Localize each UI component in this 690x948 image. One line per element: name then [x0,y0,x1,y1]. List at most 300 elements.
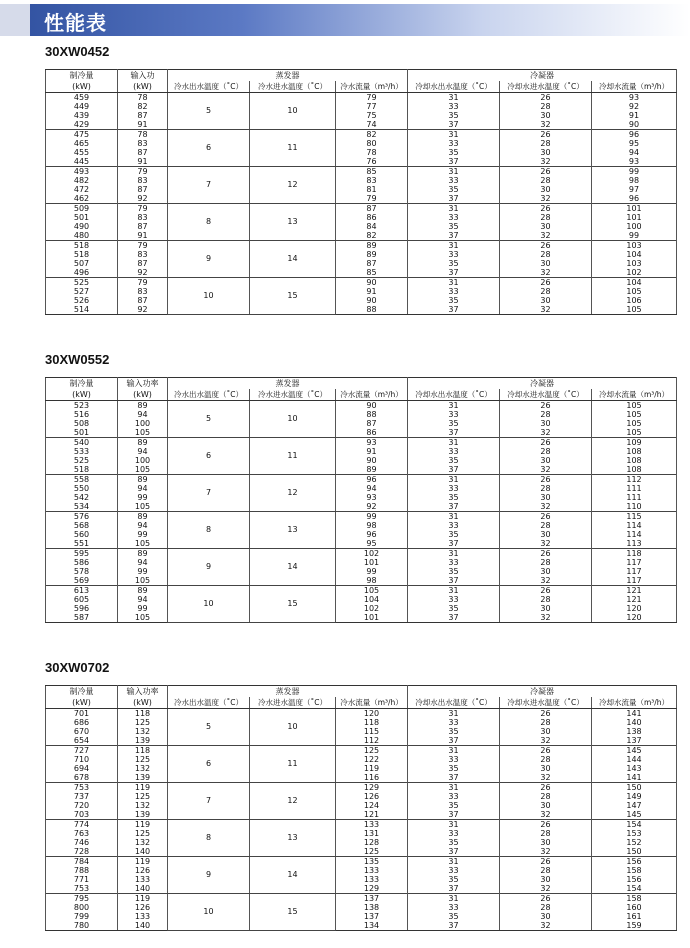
cell-cw-flow: 161 [592,912,677,921]
cell-chw-flow: 87 [336,204,408,214]
cell-power: 105 [118,539,168,549]
cell-cw-flow: 110 [592,502,677,512]
cell-cw-flow: 114 [592,521,677,530]
cell-chw-flow: 98 [336,576,408,586]
cell-cw-out: 35 [408,111,500,120]
table-row [46,549,677,559]
cell-cw-flow: 121 [592,586,677,596]
cell-power: 119 [118,820,168,830]
cell-cw-out: 31 [408,549,500,559]
cell-cw-flow: 153 [592,829,677,838]
cell-power: 94 [118,484,168,493]
cell-capacity: 462 [46,194,118,204]
cell-capacity: 727 [46,746,118,756]
cell-capacity: 560 [46,530,118,539]
header-cw-flow: 冷却水流量（m³/h） [592,81,677,93]
cell-chw-flow: 138 [336,903,408,912]
cell-cw-in: 32 [500,921,592,931]
cell-cw-in: 28 [500,829,592,838]
cell-cw-out: 37 [408,268,500,278]
cell-cw-flow: 138 [592,727,677,736]
cell-cw-flow: 103 [592,241,677,251]
cell-capacity: 753 [46,884,118,894]
cell-chw-flow: 89 [336,465,408,475]
cell-cw-in: 30 [500,838,592,847]
cell-chw-flow: 126 [336,792,408,801]
header-power-unit: (kW) [118,81,168,93]
cell-cw-flow: 143 [592,764,677,773]
cell-chw-flow: 88 [336,305,408,315]
cell-power: 92 [118,268,168,278]
table-row [46,810,677,820]
cell-power: 99 [118,567,168,576]
cell-cw-flow: 117 [592,558,677,567]
cell-cw-in: 30 [500,764,592,773]
cell-chw-out: 9 [168,241,250,278]
table-row [46,250,677,259]
cell-capacity: 509 [46,204,118,214]
table-row [46,709,677,719]
cell-power: 92 [118,194,168,204]
performance-table [45,69,677,315]
table-row [46,502,677,512]
table-row [46,465,677,475]
cell-chw-in: 15 [250,586,336,623]
cell-cw-flow: 92 [592,102,677,111]
cell-chw-flow: 137 [336,894,408,904]
cell-cw-out: 31 [408,586,500,596]
cell-cw-in: 28 [500,755,592,764]
cell-cw-flow: 111 [592,484,677,493]
cell-capacity: 694 [46,764,118,773]
cell-cw-out: 37 [408,773,500,783]
cell-power: 87 [118,222,168,231]
cell-cw-out: 35 [408,727,500,736]
cell-cw-out: 33 [408,484,500,493]
table-row [46,576,677,586]
cell-chw-flow: 89 [336,250,408,259]
cell-power: 94 [118,410,168,419]
cell-capacity: 596 [46,604,118,613]
cell-cw-out: 33 [408,176,500,185]
header-chw-out: 冷水出水温度（˚C） [168,389,250,401]
cell-capacity: 720 [46,801,118,810]
cell-power: 126 [118,866,168,875]
cell-power: 89 [118,549,168,559]
cell-cw-out: 37 [408,847,500,857]
table-row [46,213,677,222]
cell-cw-in: 30 [500,530,592,539]
cell-cw-flow: 104 [592,278,677,288]
cell-capacity: 586 [46,558,118,567]
table-row [46,278,677,288]
cell-capacity: 526 [46,296,118,305]
cell-cw-in: 28 [500,866,592,875]
cell-chw-flow: 133 [336,820,408,830]
table-row [46,268,677,278]
cell-power: 119 [118,783,168,793]
header-chw-in: 冷水进水温度（˚C） [250,389,336,401]
cell-cw-in: 28 [500,558,592,567]
cell-chw-flow: 86 [336,213,408,222]
cell-chw-flow: 104 [336,595,408,604]
cell-cw-out: 37 [408,428,500,438]
cell-cw-flow: 159 [592,921,677,931]
cell-capacity: 558 [46,475,118,485]
cell-cw-out: 37 [408,613,500,623]
cell-cw-in: 32 [500,576,592,586]
cell-power: 139 [118,773,168,783]
cell-cw-flow: 93 [592,93,677,103]
cell-chw-flow: 85 [336,167,408,177]
cell-cw-flow: 118 [592,549,677,559]
cell-cw-in: 28 [500,903,592,912]
cell-cw-in: 30 [500,567,592,576]
cell-cw-flow: 150 [592,847,677,857]
cell-cw-flow: 160 [592,903,677,912]
cell-cw-flow: 97 [592,185,677,194]
cell-chw-out: 8 [168,512,250,549]
cell-chw-out: 7 [168,475,250,512]
table-row [46,419,677,428]
cell-cw-in: 28 [500,287,592,296]
table-row [46,746,677,756]
cell-capacity: 523 [46,401,118,411]
cell-cw-out: 33 [408,139,500,148]
cell-cw-out: 33 [408,213,500,222]
cell-cw-out: 33 [408,521,500,530]
cell-capacity: 516 [46,410,118,419]
table-row [46,401,677,411]
header-evaporator: 蒸发器 [168,378,408,390]
cell-cw-in: 30 [500,801,592,810]
table-row [46,530,677,539]
cell-power: 133 [118,912,168,921]
cell-cw-in: 26 [500,512,592,522]
cell-chw-flow: 92 [336,502,408,512]
cell-cw-out: 35 [408,259,500,268]
cell-power: 94 [118,595,168,604]
cell-chw-flow: 74 [336,120,408,130]
cell-cw-flow: 140 [592,718,677,727]
cell-capacity: 605 [46,595,118,604]
cell-cw-flow: 156 [592,875,677,884]
cell-power: 89 [118,586,168,596]
cell-cw-out: 33 [408,558,500,567]
cell-cw-flow: 120 [592,604,677,613]
table-row [46,838,677,847]
cell-cw-flow: 99 [592,231,677,241]
cell-cw-in: 30 [500,111,592,120]
cell-capacity: 795 [46,894,118,904]
cell-cw-in: 26 [500,586,592,596]
cell-cw-out: 31 [408,401,500,411]
cell-cw-out: 35 [408,148,500,157]
model-title: 30XW0702 [45,660,110,675]
cell-chw-flow: 87 [336,419,408,428]
header-capacity: 制冷量 [46,70,118,82]
cell-cw-in: 26 [500,278,592,288]
cell-chw-flow: 89 [336,241,408,251]
table-row [46,259,677,268]
cell-chw-flow: 96 [336,475,408,485]
cell-chw-out: 7 [168,783,250,820]
header-cw-out: 冷却水出水温度（˚C） [408,81,500,93]
cell-power: 105 [118,428,168,438]
cell-capacity: 445 [46,157,118,167]
cell-chw-in: 12 [250,783,336,820]
cell-cw-in: 30 [500,875,592,884]
cell-chw-flow: 75 [336,111,408,120]
header-capacity-unit: (kW) [46,697,118,709]
cell-cw-out: 37 [408,502,500,512]
cell-cw-in: 28 [500,250,592,259]
cell-chw-flow: 99 [336,567,408,576]
cell-power: 91 [118,231,168,241]
cell-cw-in: 26 [500,204,592,214]
cell-cw-in: 32 [500,268,592,278]
table-row [46,296,677,305]
header-power: 输入功 [118,70,168,82]
header-power-unit: (kW) [118,697,168,709]
cell-cw-flow: 145 [592,746,677,756]
cell-cw-in: 26 [500,894,592,904]
cell-cw-out: 35 [408,185,500,194]
cell-chw-flow: 98 [336,521,408,530]
cell-chw-flow: 125 [336,847,408,857]
table-row [46,204,677,214]
table-row [46,102,677,111]
cell-cw-flow: 101 [592,213,677,222]
performance-table [45,685,677,931]
cell-cw-flow: 103 [592,259,677,268]
cell-cw-in: 26 [500,783,592,793]
cell-cw-flow: 102 [592,268,677,278]
cell-cw-out: 37 [408,736,500,746]
cell-cw-out: 37 [408,810,500,820]
cell-chw-flow: 121 [336,810,408,820]
cell-power: 105 [118,502,168,512]
cell-cw-out: 31 [408,857,500,867]
cell-cw-out: 35 [408,419,500,428]
cell-capacity: 569 [46,576,118,586]
cell-chw-flow: 94 [336,484,408,493]
table-row [46,231,677,241]
cell-cw-in: 32 [500,502,592,512]
cell-chw-out: 5 [168,93,250,130]
cell-capacity: 525 [46,278,118,288]
cell-cw-flow: 106 [592,296,677,305]
table-row [46,456,677,465]
cell-cw-in: 26 [500,746,592,756]
cell-power: 91 [118,157,168,167]
cell-capacity: 774 [46,820,118,830]
cell-chw-flow: 115 [336,727,408,736]
cell-capacity: 508 [46,419,118,428]
cell-power: 89 [118,512,168,522]
header-capacity: 制冷量 [46,378,118,390]
cell-cw-out: 37 [408,576,500,586]
header-cw-flow: 冷却水流量（m³/h） [592,389,677,401]
table-row [46,792,677,801]
cell-chw-out: 10 [168,586,250,623]
table-row [46,93,677,103]
table-row [46,148,677,157]
cell-capacity: 701 [46,709,118,719]
cell-chw-flow: 78 [336,148,408,157]
cell-cw-out: 31 [408,204,500,214]
cell-capacity: 525 [46,456,118,465]
cell-capacity: 654 [46,736,118,746]
cell-cw-flow: 105 [592,401,677,411]
cell-chw-out: 9 [168,549,250,586]
cell-power: 79 [118,241,168,251]
cell-cw-in: 26 [500,241,592,251]
cell-chw-out: 6 [168,438,250,475]
table-row [46,558,677,567]
cell-chw-out: 6 [168,130,250,167]
cell-chw-flow: 88 [336,410,408,419]
cell-cw-in: 26 [500,130,592,140]
cell-cw-out: 31 [408,820,500,830]
cell-chw-flow: 83 [336,176,408,185]
cell-chw-in: 10 [250,709,336,746]
cell-chw-flow: 80 [336,139,408,148]
cell-cw-flow: 108 [592,456,677,465]
cell-cw-flow: 96 [592,130,677,140]
table-row [46,475,677,485]
cell-power: 83 [118,287,168,296]
cell-capacity: 540 [46,438,118,448]
cell-chw-flow: 129 [336,884,408,894]
cell-power: 94 [118,558,168,567]
cell-cw-in: 30 [500,493,592,502]
table-row [46,801,677,810]
cell-capacity: 551 [46,539,118,549]
cell-cw-out: 31 [408,167,500,177]
cell-chw-flow: 102 [336,604,408,613]
cell-cw-out: 35 [408,875,500,884]
cell-capacity: 518 [46,241,118,251]
cell-cw-flow: 94 [592,148,677,157]
table-row [46,512,677,522]
cell-chw-flow: 79 [336,194,408,204]
cell-cw-flow: 112 [592,475,677,485]
table-row [46,120,677,130]
cell-cw-in: 32 [500,847,592,857]
header-condenser: 冷凝器 [408,70,677,82]
cell-power: 133 [118,875,168,884]
cell-cw-out: 35 [408,296,500,305]
cell-cw-out: 31 [408,241,500,251]
cell-chw-flow: 90 [336,296,408,305]
cell-chw-in: 12 [250,167,336,204]
cell-chw-flow: 91 [336,447,408,456]
cell-power: 125 [118,755,168,764]
cell-cw-in: 30 [500,185,592,194]
cell-cw-in: 32 [500,428,592,438]
cell-power: 91 [118,120,168,130]
table-row [46,903,677,912]
cell-cw-out: 31 [408,783,500,793]
cell-cw-out: 35 [408,222,500,231]
cell-cw-out: 33 [408,410,500,419]
table-row [46,410,677,419]
cell-chw-flow: 118 [336,718,408,727]
cell-capacity: 587 [46,613,118,623]
table-row [46,894,677,904]
cell-chw-flow: 128 [336,838,408,847]
cell-cw-in: 28 [500,447,592,456]
cell-cw-out: 33 [408,447,500,456]
header-accent-block [0,4,30,36]
cell-cw-in: 30 [500,912,592,921]
cell-cw-in: 30 [500,222,592,231]
table-row [46,875,677,884]
cell-cw-flow: 108 [592,465,677,475]
cell-capacity: 439 [46,111,118,120]
cell-cw-flow: 96 [592,194,677,204]
cell-cw-out: 37 [408,884,500,894]
table-row [46,521,677,530]
cell-chw-flow: 90 [336,456,408,465]
cell-power: 87 [118,296,168,305]
cell-power: 118 [118,746,168,756]
cell-cw-in: 32 [500,120,592,130]
cell-cw-out: 33 [408,755,500,764]
cell-chw-in: 14 [250,241,336,278]
cell-power: 94 [118,521,168,530]
cell-cw-in: 28 [500,792,592,801]
cell-power: 99 [118,604,168,613]
cell-chw-flow: 85 [336,268,408,278]
table-row [46,447,677,456]
cell-cw-in: 26 [500,709,592,719]
cell-capacity: 576 [46,512,118,522]
cell-cw-in: 32 [500,613,592,623]
cell-cw-in: 32 [500,305,592,315]
cell-power: 125 [118,792,168,801]
cell-power: 105 [118,613,168,623]
cell-chw-flow: 87 [336,259,408,268]
header-capacity-unit: (kW) [46,81,118,93]
cell-cw-in: 28 [500,176,592,185]
cell-cw-flow: 95 [592,139,677,148]
table-row [46,613,677,623]
cell-cw-flow: 101 [592,204,677,214]
cell-cw-out: 37 [408,305,500,315]
table-row [46,829,677,838]
cell-chw-flow: 81 [336,185,408,194]
cell-chw-flow: 79 [336,93,408,103]
header-condenser: 冷凝器 [408,686,677,698]
cell-power: 94 [118,447,168,456]
cell-cw-out: 33 [408,718,500,727]
cell-power: 83 [118,139,168,148]
cell-cw-out: 31 [408,278,500,288]
cell-cw-flow: 115 [592,512,677,522]
cell-cw-out: 35 [408,838,500,847]
cell-capacity: 507 [46,259,118,268]
cell-chw-flow: 86 [336,428,408,438]
cell-chw-flow: 116 [336,773,408,783]
cell-capacity: 475 [46,130,118,140]
cell-cw-flow: 158 [592,866,677,875]
cell-cw-in: 28 [500,521,592,530]
header-cw-out: 冷却水出水温度（˚C） [408,697,500,709]
cell-chw-in: 13 [250,820,336,857]
cell-chw-flow: 84 [336,222,408,231]
